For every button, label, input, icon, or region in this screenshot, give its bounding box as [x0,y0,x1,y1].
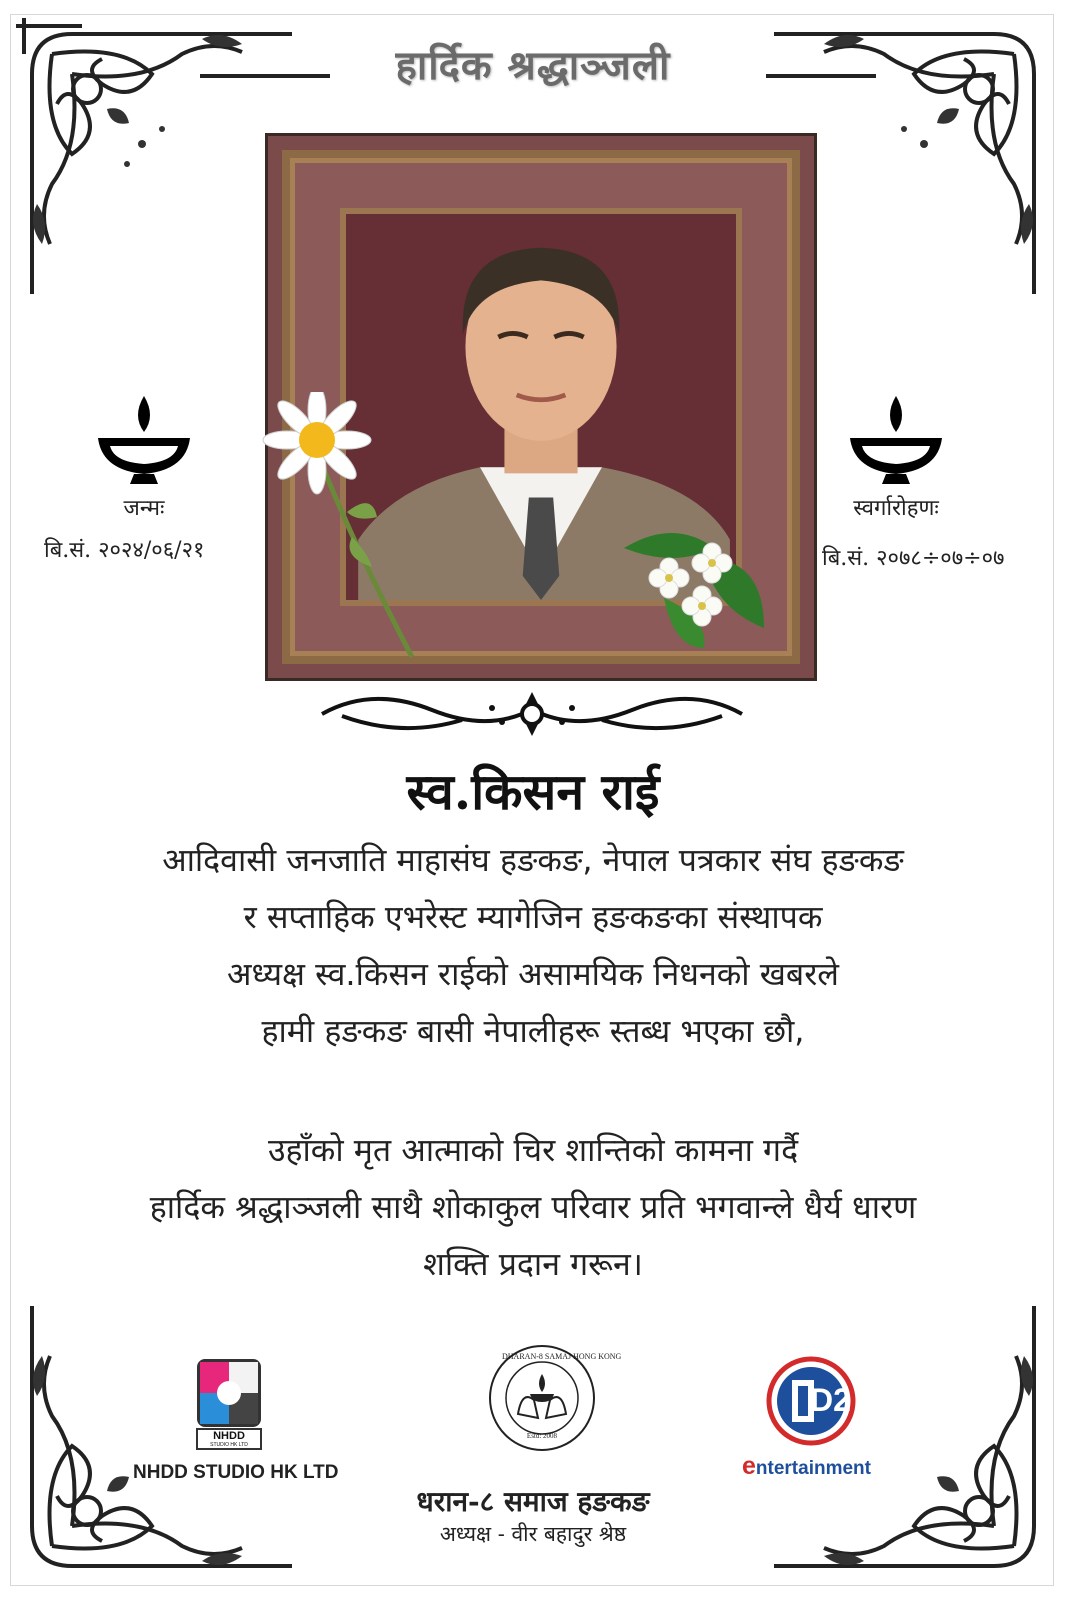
message-line: उहाँको मृत आत्माको चिर शान्तिको कामना गर्दै [267,1131,799,1169]
message-paragraph-1 [60,832,1006,1060]
d2-caption-e: e [742,1452,756,1480]
nhdd-badge-subtext: STUDIO HK LTD [210,1442,248,1448]
message-line: र सप्ताहिक एभरेस्ट म्यागेजिन हङकङका संस्थापक [243,898,823,936]
jasmine-flower-icon [614,518,774,658]
d2-caption [742,1452,871,1481]
footer-president: अध्यक्ष - वीर बहादुर श्रेष्ठ [439,1522,627,1546]
title-rule-right [766,74,876,78]
death-date: बि.सं. २०७८÷०७÷०७ [822,546,1005,571]
message-line: हामी हङकङ बासी नेपालीहरू स्तब्ध भएका छौ, [261,1012,805,1050]
birth-date: बि.सं. २०२४/०६/२१ [44,538,205,563]
deceased-name: स्व.किसन राई [406,762,660,821]
divider-flourish [312,686,752,742]
message-line: शक्ति प्रदान गरून। [423,1245,643,1283]
oil-lamp-icon-left [96,392,192,488]
nhdd-logo [196,1358,262,1450]
dharan-samaj-seal [488,1344,622,1452]
footer-org-name: धरान-८ समाज हङकङ [416,1485,650,1518]
daisy-flower-icon [262,392,422,672]
message-line: आदिवासी जनजाति माहासंघ हङकङ, नेपाल पत्रकार संघ हङकङ [162,841,904,879]
oil-lamp-icon-right [848,392,944,488]
nhdd-logo-mark-icon [196,1358,262,1428]
message-line: अध्यक्ष स्व.किसन राईको असामयिक निधनको खबरले [227,955,839,993]
d2-logo [766,1356,856,1446]
seal-ring-text: DHARAN-8 SAMAJ HONG KONG [502,1352,622,1361]
d2-caption-rest: ntertainment [755,1458,871,1479]
nhdd-caption: NHDD STUDIO HK LTD [133,1462,339,1483]
nhdd-badge-text: NHDD [213,1430,245,1442]
death-label: स्वर्गारोहणः [853,496,939,521]
header-title: हार्दिक श्रद्धाञ्जली [395,42,671,89]
nhdd-badge [196,1428,262,1450]
message-line: हार्दिक श्रद्धाञ्जली साथै शोकाकुल परिवार प्रति भगवान्ले धैर्य धारण [149,1188,917,1226]
birth-label: जन्मः [123,496,165,521]
message-paragraph-2 [60,1122,1006,1293]
d2-mark-text: D2 [810,1382,851,1418]
seal-estd: Estd: 2008 [526,1432,558,1440]
